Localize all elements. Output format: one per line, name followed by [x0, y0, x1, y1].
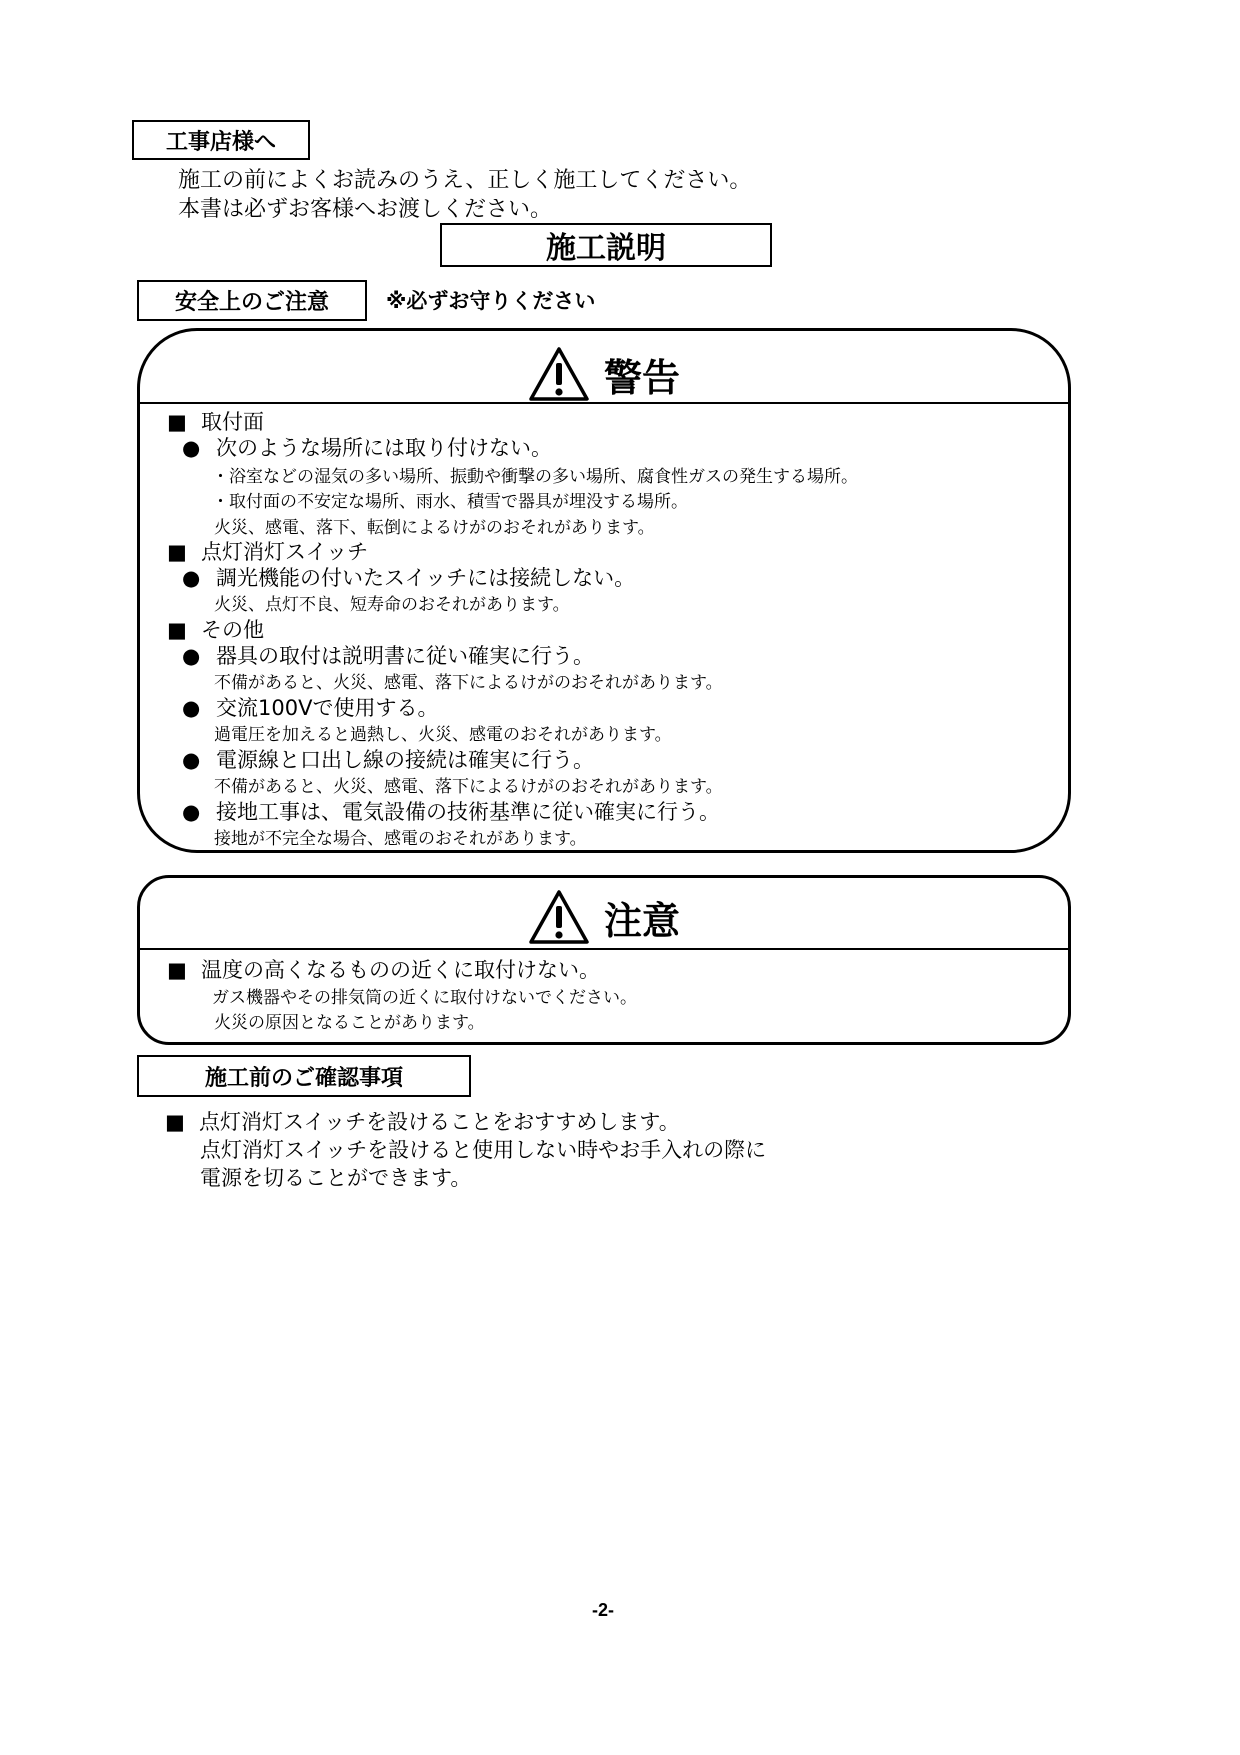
warning-item-text: 調光機能の付いたスイッチには接続しない。	[216, 566, 636, 590]
warning-header	[140, 339, 1068, 409]
warning-item	[182, 744, 594, 774]
caution-header	[140, 882, 1068, 952]
warning-sub-line: 不備があると、火災、感電、落下によるけがのおそれがあります。	[214, 673, 723, 693]
circle-bullet-icon: ●	[182, 800, 201, 824]
warning-triangle-icon	[528, 346, 590, 402]
caution-title: 注意	[603, 898, 680, 943]
intro-line-1: 施工の前によくお読みのうえ、正しく施工してください。	[178, 168, 752, 193]
warning-sub-line: 接地が不完全な場合、感電のおそれがあります。	[214, 829, 587, 849]
warning-sub-line: ・取付面の不安定な場所、雨水、積雪で器具が埋没する場所。	[212, 492, 688, 512]
safety-label-box	[137, 280, 367, 321]
warning-item-text: 接地工事は、電気設備の技術基準に従い確実に行う。	[216, 800, 720, 824]
warning-item-text: 電源線と口出し線の接続は確実に行う。	[216, 748, 594, 772]
square-bullet-icon: ■	[167, 958, 187, 982]
warning-item	[182, 432, 552, 462]
section-heading-text: 点灯消灯スイッチ	[201, 540, 369, 564]
warning-item-text: 次のような場所には取り付けない。	[216, 436, 552, 460]
warning-item-text: 交流100Vで使用する。	[216, 696, 439, 720]
precheck-line-2: 点灯消灯スイッチを設けると使用しない時やお手入れの際に	[200, 1138, 767, 1162]
square-bullet-icon: ■	[167, 410, 187, 434]
caution-sub-line: 火災の原因となることがあります。	[214, 1013, 485, 1033]
warning-sub-line: ・浴室などの湿気の多い場所、振動や衝撃の多い場所、腐食性ガスの発生する場所。	[212, 467, 858, 487]
warning-panel	[137, 328, 1071, 853]
section-heading-text: 取付面	[201, 410, 264, 434]
precheck-label-box	[137, 1055, 471, 1097]
warning-sub-line: 火災、点灯不良、短寿命のおそれがあります。	[214, 595, 570, 615]
safety-label: 安全上のご注意	[174, 290, 329, 315]
precheck-line-3: 電源を切ることができます。	[200, 1166, 472, 1190]
caution-sub-line: ガス機器やその排気筒の近くに取付けないでください。	[212, 988, 637, 1008]
safety-note: ※必ずお守りください	[386, 289, 596, 313]
circle-bullet-icon: ●	[182, 644, 201, 668]
document-title: 施工説明	[546, 231, 666, 266]
square-bullet-icon: ■	[165, 1110, 185, 1134]
caution-heading-text: 温度の高くなるものの近くに取付けない。	[201, 958, 600, 982]
caution-panel	[137, 875, 1071, 1045]
warning-item	[182, 562, 635, 592]
precheck-text: 点灯消灯スイッチを設けることをおすすめします。	[199, 1110, 680, 1134]
intro-label-box	[132, 120, 310, 160]
circle-bullet-icon: ●	[182, 748, 201, 772]
section-heading-text: その他	[201, 618, 264, 642]
intro-line-2: 本書は必ずお客様へお渡しください。	[178, 197, 553, 222]
square-bullet-icon: ■	[167, 618, 187, 642]
caution-heading	[167, 954, 600, 984]
circle-bullet-icon: ●	[182, 566, 201, 590]
precheck-line-1	[165, 1106, 680, 1136]
circle-bullet-icon: ●	[182, 696, 201, 720]
caution-divider	[140, 948, 1068, 950]
warning-triangle-icon	[528, 889, 590, 945]
warning-sub-line: 不備があると、火災、感電、落下によるけがのおそれがあります。	[214, 777, 723, 797]
warning-item	[182, 796, 720, 826]
warning-divider	[140, 402, 1068, 404]
warning-item	[182, 640, 594, 670]
page-number: -2-	[592, 1600, 614, 1620]
warning-sub-line: 過電圧を加えると過熱し、火災、感電のおそれがあります。	[214, 725, 672, 745]
circle-bullet-icon: ●	[182, 436, 201, 460]
precheck-label: 施工前のご確認事項	[204, 1065, 403, 1091]
square-bullet-icon: ■	[167, 540, 187, 564]
warning-sub-line: 火災、感電、落下、転倒によるけがのおそれがあります。	[214, 518, 655, 538]
warning-item-text: 器具の取付は説明書に従い確実に行う。	[216, 644, 594, 668]
intro-label: 工事店様へ	[165, 129, 276, 155]
warning-item	[182, 692, 438, 722]
warning-title: 警告	[603, 355, 680, 400]
document-title-box	[440, 223, 772, 267]
